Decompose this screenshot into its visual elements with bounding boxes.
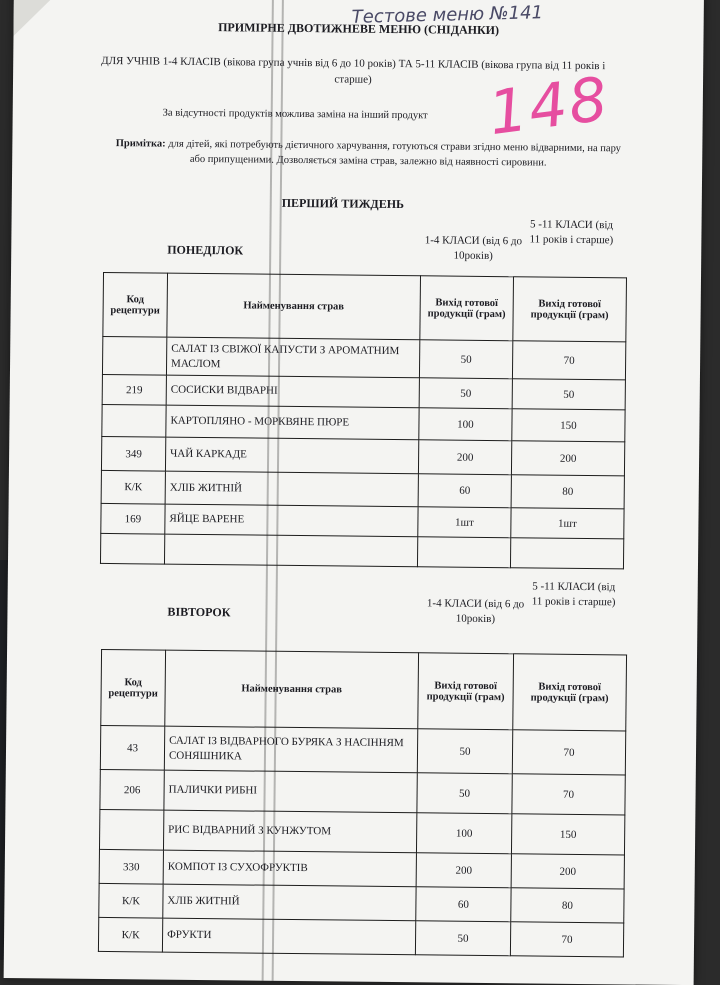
recipe-code: К/К	[101, 470, 165, 504]
output-1-4: 1шт	[418, 507, 511, 538]
table-row	[99, 883, 624, 922]
output-1-4: 50	[417, 773, 512, 814]
dish-name: РИС ВІДВАРНИЙ З КУНЖУТОМ	[163, 810, 416, 853]
header-output-5-11: Вихід готової продукції (грам)	[513, 277, 627, 342]
output-5-11: 1шт	[511, 508, 624, 539]
header-output-5-11: Вихід готової продукції (грам)	[513, 654, 627, 731]
output-1-4: 100	[416, 813, 511, 854]
table-row	[102, 336, 625, 379]
output-1-4: 50	[415, 921, 510, 956]
table-row	[98, 917, 623, 956]
table-row	[100, 725, 625, 774]
header-code: Код рецептури	[103, 272, 168, 337]
dish-name: САЛАТ ІЗ СВІЖОЇ КАПУСТИ З АРОМАТНИМ МАСЛОМ	[166, 337, 419, 378]
output-1-4: 60	[416, 887, 511, 922]
recipe-code: 43	[100, 725, 164, 770]
output-1-4: 50	[417, 729, 512, 774]
column-group-5-11: 5 -11 КЛАСИ (від 11 років і старше)	[531, 580, 616, 609]
output-1-4: 200	[418, 440, 511, 475]
recipe-code: 349	[101, 436, 165, 471]
dish-name: ХЛІБ ЖИТНІЙ	[165, 471, 418, 507]
header-dish: Найменування страв	[165, 650, 419, 729]
output-5-11: 150	[512, 409, 625, 442]
dish-name: ЯЙЦЕ ВАРЕНЕ	[165, 504, 418, 537]
recipe-code	[102, 404, 166, 437]
note-label: Примітка:	[115, 138, 166, 150]
header-output-1-4: Вихід готової продукції (грам)	[418, 653, 514, 730]
column-group-5-11: 5 -11 КЛАСИ (від 11 років і старше)	[529, 218, 614, 247]
document-title: ПРИМІРНЕ ДВОТИЖНЕВЕ МЕНЮ (СНІДАНКИ)	[218, 20, 500, 38]
table-row	[100, 533, 623, 568]
output-5-11: 200	[511, 441, 624, 476]
column-group-1-4: 1-4 КЛАСИ (від 6 до 10років)	[424, 234, 523, 263]
dish-name	[164, 534, 417, 567]
column-group-1-4: 1-4 КЛАСИ (від 6 до 10років)	[426, 597, 525, 626]
table-row	[100, 769, 625, 814]
output-5-11: 150	[511, 814, 624, 855]
header-dish: Найменування страв	[167, 273, 421, 340]
table-row	[101, 436, 624, 475]
replacement-note: За відсутності продуктів можлива заміна на інший продукт	[162, 107, 428, 122]
dish-name: КОМПОТ ІЗ СУХОФРУКТІВ	[163, 850, 416, 887]
recipe-code: 330	[99, 849, 163, 884]
output-1-4: 200	[416, 853, 511, 888]
handwritten-number: 148	[484, 64, 614, 150]
recipe-code	[102, 336, 166, 375]
output-5-11: 70	[512, 730, 625, 775]
day-heading-monday: ПОНЕДІЛОК	[167, 242, 244, 258]
week-heading: ПЕРШИЙ ТИЖДЕНЬ	[281, 195, 405, 212]
output-1-4	[417, 537, 510, 568]
output-1-4: 50	[419, 378, 512, 409]
recipe-code: 206	[100, 769, 164, 810]
dish-name: СОСИСКИ ВІДВАРНІ	[166, 375, 419, 408]
output-5-11: 200	[511, 854, 624, 889]
handwritten-note: Тестове меню №141	[351, 2, 544, 28]
recipe-code	[100, 533, 164, 564]
recipe-code	[99, 809, 163, 850]
day-heading-tuesday: ВІВТОРОК	[167, 604, 231, 620]
table-row	[99, 809, 624, 854]
output-5-11: 50	[512, 379, 625, 410]
output-1-4: 60	[418, 474, 511, 508]
menu-table-monday	[100, 272, 627, 569]
output-5-11: 70	[512, 774, 625, 815]
menu-document	[4, 0, 704, 985]
recipe-code: К/К	[99, 883, 163, 918]
dish-name: ЧАЙ КАРКАДЕ	[165, 437, 418, 474]
output-5-11: 80	[511, 475, 624, 509]
document-subtitle: ДЛЯ УЧНІВ 1-4 КЛАСІВ (вікова група учнів від 6 до 10 років) ТА 5-11 КЛАСІВ (вікова група від 11 років і старше)	[101, 54, 606, 86]
dish-name: ПАЛИЧКИ РИБНІ	[164, 770, 417, 813]
output-5-11: 70	[512, 341, 625, 380]
output-5-11: 70	[510, 922, 623, 957]
note-text: для дітей, які потребують дієтичного харчування, готуються страви згідно меню відварними, на пару або припущеними. Дозволяється заміна страв, залежно від наявності сировини.	[168, 138, 622, 169]
dish-name: САЛАТ ІЗ ВІДВАРНОГО БУРЯКА З НАСІННЯМ СОНЯШНИКА	[164, 726, 417, 773]
output-1-4: 100	[419, 408, 512, 441]
dish-name: ФРУКТИ	[162, 918, 415, 955]
header-code: Код рецептури	[101, 649, 166, 726]
recipe-code: К/К	[98, 917, 162, 952]
table-row	[101, 470, 624, 508]
dish-name: ХЛІБ ЖИТНІЙ	[163, 884, 416, 921]
dish-name: КАРТОПЛЯНО - МОРКВЯНЕ ПЮРЕ	[166, 405, 419, 440]
output-5-11	[510, 538, 623, 569]
output-5-11: 80	[511, 888, 624, 923]
menu-table-tuesday	[98, 649, 627, 957]
recipe-code: 219	[102, 374, 166, 405]
diet-note	[108, 136, 628, 171]
output-1-4: 50	[419, 340, 512, 379]
header-output-1-4: Вихід готової продукції (грам)	[420, 276, 514, 341]
recipe-code: 169	[101, 503, 165, 534]
table-row	[99, 849, 624, 888]
